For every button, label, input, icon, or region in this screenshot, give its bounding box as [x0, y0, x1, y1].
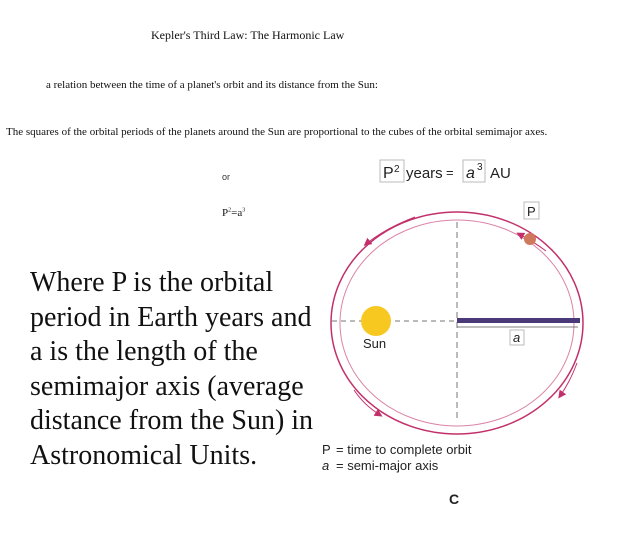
legend-p-text: = time to complete orbit: [336, 442, 472, 457]
legend-p-symbol: P: [322, 442, 331, 457]
equation-years: years: [406, 165, 443, 182]
formula-a-exponent: 3: [242, 207, 246, 214]
planet-label: P: [527, 204, 536, 219]
equation-a-exponent: 3: [477, 162, 483, 173]
explanation-line: distance from the Sun) in: [30, 405, 314, 436]
equation-p-exponent: 2: [394, 164, 400, 175]
orbit-arrow-lower-left: [354, 390, 380, 415]
equation-a: a: [466, 165, 475, 182]
equation-equals: =: [446, 165, 454, 180]
planet-icon: [524, 233, 536, 245]
panel-label: C: [449, 491, 460, 507]
formula-p-exponent: 2: [228, 207, 232, 214]
law-statement: The squares of the orbital periods of the planets around the Sun are proportional to the cubes of the orbital semimajor axes.: [6, 126, 548, 138]
or-text: or: [222, 172, 231, 182]
formula: [222, 207, 245, 219]
formula-equals: =: [231, 207, 238, 219]
explanation-line: Where P is the orbital: [30, 267, 274, 298]
sun-icon: [361, 306, 391, 336]
relation-text: a relation between the time of a planet's orbit and its distance from the Sun:: [46, 79, 378, 91]
legend-a-text: = semi-major axis: [336, 458, 439, 473]
equation-au: AU: [490, 165, 511, 182]
equation-p: P: [383, 165, 394, 182]
formula-a: a: [237, 207, 243, 219]
sun-label: Sun: [363, 336, 387, 351]
orbit-diagram-svg: [314, 150, 638, 545]
explanation-line: Astronomical Units.: [30, 439, 258, 471]
explanation-text: [30, 266, 314, 473]
explanation-line: period in Earth years and: [30, 301, 312, 333]
orbit-diagram: [314, 150, 638, 545]
explanation-line: semimajor axis (average: [30, 370, 304, 402]
explanation-line: a is the length of the: [30, 336, 258, 367]
formula-p: P: [222, 207, 229, 219]
axis-label: a: [513, 330, 521, 345]
legend-a-symbol: a: [322, 458, 330, 473]
page-title: Kepler's Third Law: The Harmonic Law: [151, 28, 345, 42]
semi-major-axis-bar: [457, 318, 580, 323]
